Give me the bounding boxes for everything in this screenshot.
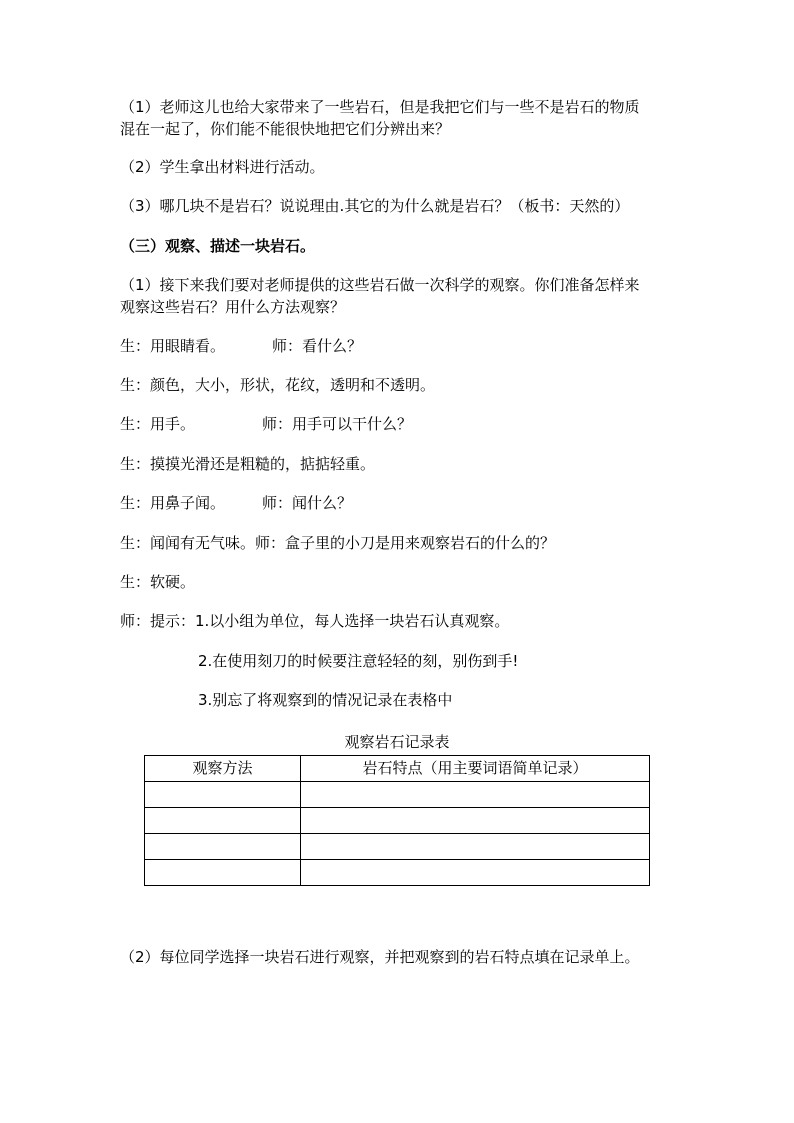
table-cell[interactable] xyxy=(145,782,301,808)
paragraph-3: （3）哪几块不是岩石？说说理由.其它的为什么就是岩石？（板书：天然的） xyxy=(120,197,630,215)
table-cell[interactable] xyxy=(145,860,301,886)
header-feature: 岩石特点（用主要词语简单记录） xyxy=(301,756,650,782)
observation-record-table xyxy=(144,755,650,886)
table-row xyxy=(145,834,650,860)
table-row xyxy=(145,808,650,834)
table-cell[interactable] xyxy=(301,834,650,860)
table-header-row xyxy=(145,756,650,782)
dialogue-student-2: 生：颜色，大小，形状，花纹，透明和不透明。 xyxy=(120,376,436,394)
paragraph-1-line-1: （1）老师这儿也给大家带来了一些岩石，但是我把它们与一些不是岩石的物质 xyxy=(120,98,640,116)
table-cell[interactable] xyxy=(301,782,650,808)
tip-1: 师：提示：1.以小组为单位，每人选择一块岩石认真观察。 xyxy=(120,612,510,630)
tip-3: 3.别忘了将观察到的情况记录在表格中 xyxy=(198,691,453,709)
dialogue-student-1: 生：用眼睛看。 xyxy=(120,337,226,355)
table-cell[interactable] xyxy=(145,834,301,860)
table-row xyxy=(145,860,650,886)
paragraph-1-line-2: 混在一起了，你们能不能很快地把它们分辨出来？ xyxy=(120,120,451,138)
dialogue-teacher-1: 师：看什么？ xyxy=(272,337,363,355)
dialogue-teacher-5: 师：闻什么？ xyxy=(262,494,353,512)
table-cell[interactable] xyxy=(301,808,650,834)
paragraph-5: （2）每位同学选择一块岩石进行观察，并把观察到的岩石特点填在记录单上。 xyxy=(120,948,640,966)
paragraph-2: （2）学生拿出材料进行活动。 xyxy=(120,158,325,176)
table-caption: 观察岩石记录表 xyxy=(344,733,450,751)
dialogue-teacher-3: 师：用手可以干什么？ xyxy=(262,415,413,433)
dialogue-student-6: 生：闻闻有无气味。师：盒子里的小刀是用来观察岩石的什么的？ xyxy=(120,534,556,552)
dialogue-student-5: 生：用鼻子闻。 xyxy=(120,494,226,512)
table-cell[interactable] xyxy=(301,860,650,886)
table-cell[interactable] xyxy=(145,808,301,834)
table-row xyxy=(145,782,650,808)
section-heading: （三）观察、描述一块岩石。 xyxy=(120,237,316,255)
dialogue-student-4: 生：摸摸光滑还是粗糙的，掂掂轻重。 xyxy=(120,455,376,473)
tip-2: 2.在使用刻刀的时候要注意轻轻的刻，别伤到手! xyxy=(198,652,519,670)
paragraph-4-line-2: 观察这些岩石？用什么方法观察？ xyxy=(120,298,346,316)
dialogue-student-3: 生：用手。 xyxy=(120,415,196,433)
dialogue-student-7: 生：软硬。 xyxy=(120,573,196,591)
header-method: 观察方法 xyxy=(145,756,301,782)
paragraph-4-line-1: （1）接下来我们要对老师提供的这些岩石做一次科学的观察。你们准备怎样来 xyxy=(120,276,640,294)
